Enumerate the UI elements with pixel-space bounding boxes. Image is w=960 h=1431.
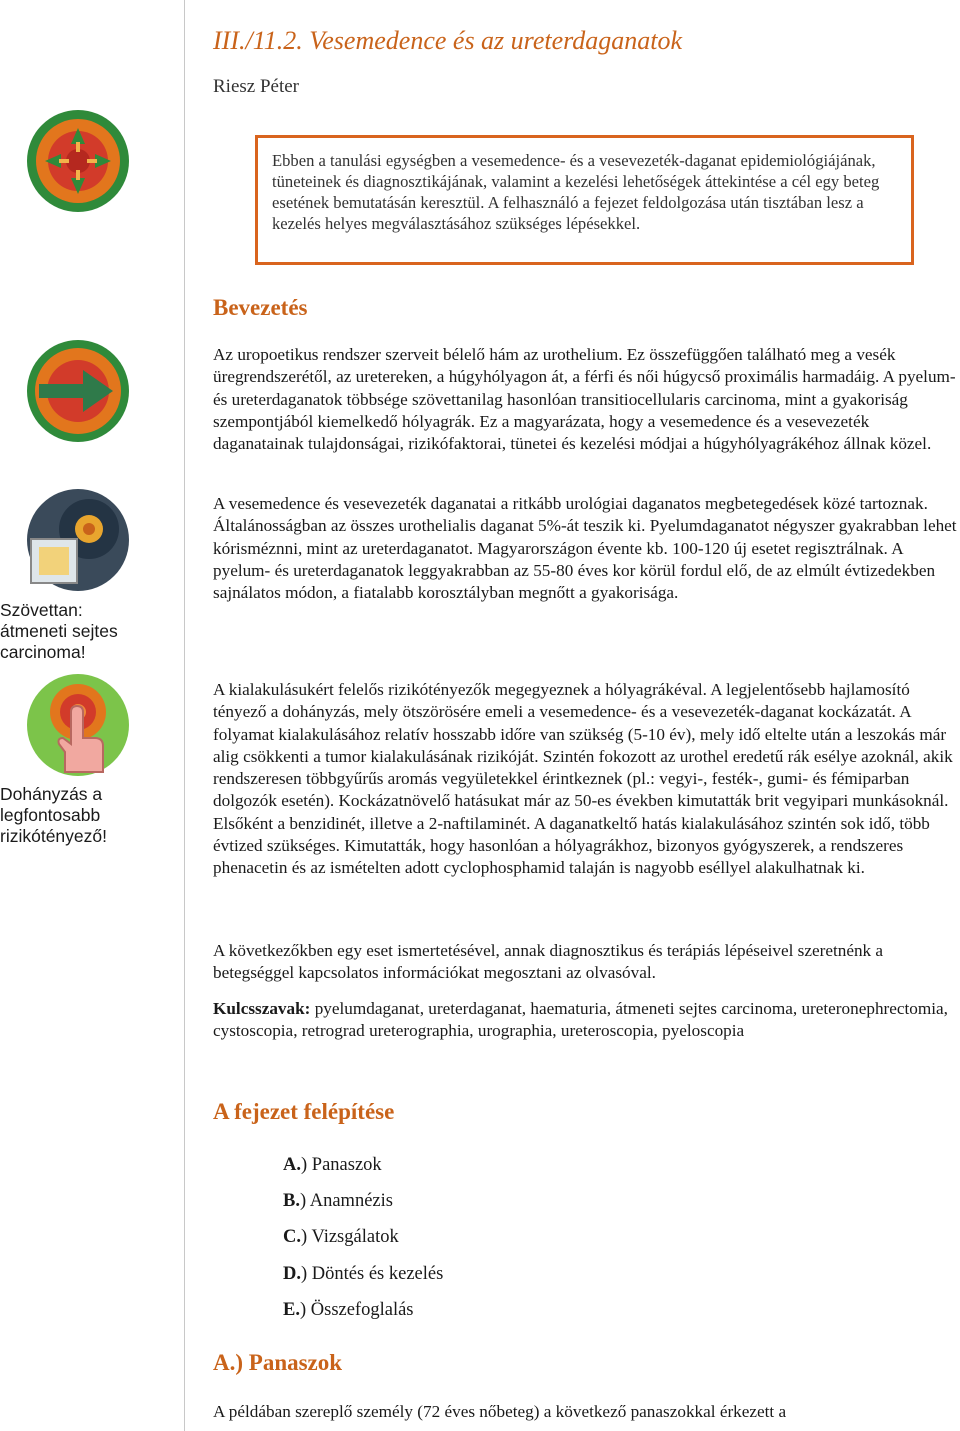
paragraph-panaszok: A példában szereplő személy (72 éves nőbeteg) a következő panaszokkal érkezett a <box>213 1402 787 1421</box>
toc-label: ) Döntés és kezelés <box>301 1263 444 1284</box>
page-title: III./11.2. Vesemedence és az ureterdaganatok <box>213 26 683 55</box>
author: Riesz Péter <box>213 76 300 97</box>
intro-box: Ebben a tanulási egységben a vesemedence- és a vesevezeték-daganat epidemiológiájának, tüneteinek és diagnosztikájának, valamint a kezelési lehetőségek áttekintése a cél egy beteg esetének bemutatásán keresztül. A felhasználó a fejezet feldolgozása után tisztában lesz a kezelés helyes megválasztásához szükséges lépésekkel. <box>255 135 914 265</box>
target-icon <box>25 108 131 214</box>
keywords-paragraph <box>213 998 958 1043</box>
toc-item-e[interactable] <box>283 1292 443 1328</box>
toc-letter: C. <box>283 1227 301 1248</box>
section-heading-bevezetes: Bevezetés <box>213 295 308 320</box>
toc-item-b[interactable] <box>283 1183 443 1219</box>
microscope-slide-icon <box>25 487 131 593</box>
toc-item-a[interactable] <box>283 1147 443 1183</box>
paragraph-4: A következőkben egy eset ismertetésével, annak diagnosztikus és terápiás lépéseivel szeretnénk a betegséggel kapcsolatos információkat megosztani az olvasóval. <box>213 941 884 983</box>
toc-label: ) Anamnézis <box>299 1191 393 1212</box>
toc-item-c[interactable] <box>283 1219 443 1255</box>
chapter-structure-list <box>283 1147 443 1328</box>
finger-press-icon <box>25 672 131 778</box>
toc-letter: E. <box>283 1299 300 1320</box>
side-note-smoking: Dohányzás a legfontosabb rizikótényező! <box>0 784 107 846</box>
section-heading-panaszok: A.) Panaszok <box>213 1350 343 1375</box>
toc-letter: D. <box>283 1263 301 1284</box>
margin-divider <box>184 0 185 1431</box>
paragraph-1: Az uropoetikus rendszer szerveit bélelő hám az urothelium. Ez összefüggően található meg a vesék üregrendszerétől, az uretereken, a húgyhólyagon át, a férfi és női húgycső proximális harmadáig. A pyelum- és ureterdaganatok többsége szövettanilag hasonlóan transitiocellularis carcinoma, mint a gyakoriság szempontjából kiemelkedő hólyagrák. Ez a magyarázata, hogy a vesemedence és a vesevezeték daganatainak tulajdonságai, rizikófaktorai, tünetei és kezelési módjai a húgyhólyagrákéhoz állnak közel. <box>213 345 956 454</box>
toc-item-d[interactable] <box>283 1256 443 1292</box>
arrow-right-icon <box>25 338 131 444</box>
toc-label: ) Összefoglalás <box>299 1299 414 1320</box>
toc-letter: B. <box>283 1191 300 1212</box>
paragraph-3: A kialakulásukért felelős rizikótényezők megegyeznek a hólyagrákéval. A legjelentősebb hajlamosító tényező a dohányzás, mely ötszörösére emeli a vesemedence- és a vesevezeték-daganat kockázatát. A folyamat kialakulásához relatív hosszabb időre van szükség (5-10 év), mely idő eltelte után a leszokás már alig csökkenti a tumor kialakulásának rizikóját. Szintén fokozott az urothel eredetű rák esélye azoknál, akik rendszeresen többgyűrűs aromás vegyületekkel érintkeznek (pl.: vegyi-, festék-, gumi- és fémiparban dolgozók esetén). Kockázatnövelő hatásukat már az 50-es években kimutatták brit vegyipari munkásoknál. Elsőként a benzidinét, illetve a 2-naftilaminét. A daganatkeltő hatás kialakulásához szintén sok idő, több évtized szükséges. Kimutatták, hogy hasonlóan a hólyagrákhoz, bizonyos gyógyszerek, a rendszeres phenacetin és az ismételten adott cyclophosphamid talaján is nagyobb eséllyel alakulhatnak ki. <box>213 680 953 878</box>
toc-letter: A. <box>283 1155 301 1175</box>
toc-label: ) Panaszok <box>301 1155 382 1175</box>
side-note-histology: Szövettan: átmeneti sejtes carcinoma! <box>0 600 118 662</box>
section-heading-felepites: A fejezet felépítése <box>213 1099 395 1124</box>
keywords-list: pyelumdaganat, ureterdaganat, haematuria, átmeneti sejtes carcinoma, ureteronephrectomia, cystoscopia, retrograd ureterographia, urographia, ureteroscopia, pyeloscopia <box>213 999 948 1041</box>
toc-label: ) Vizsgálatok <box>301 1227 399 1248</box>
paragraph-2: A vesemedence és vesevezeték daganatai a ritkább urológiai daganatos megbetegedések közé tartoznak. Általánosságban az összes urothelialis daganat 5%-át teszik ki. Pyelumdaganatot négyszer gyakrabban lehet kórisméznni, mint az ureterdaganatot. Magyarországon évente kb. 100-120 új esetet regisztrálnak. A pyelum- és ureterdaganatok leggyakrabban az 55-80 éves kor körül fordul elő, de az elmúlt évtizedekben sajnálatos módon, a fiatalabb korosztályban megnőtt a gyakorisága. <box>213 494 957 603</box>
keywords-label: Kulcsszavak: <box>213 999 311 1018</box>
